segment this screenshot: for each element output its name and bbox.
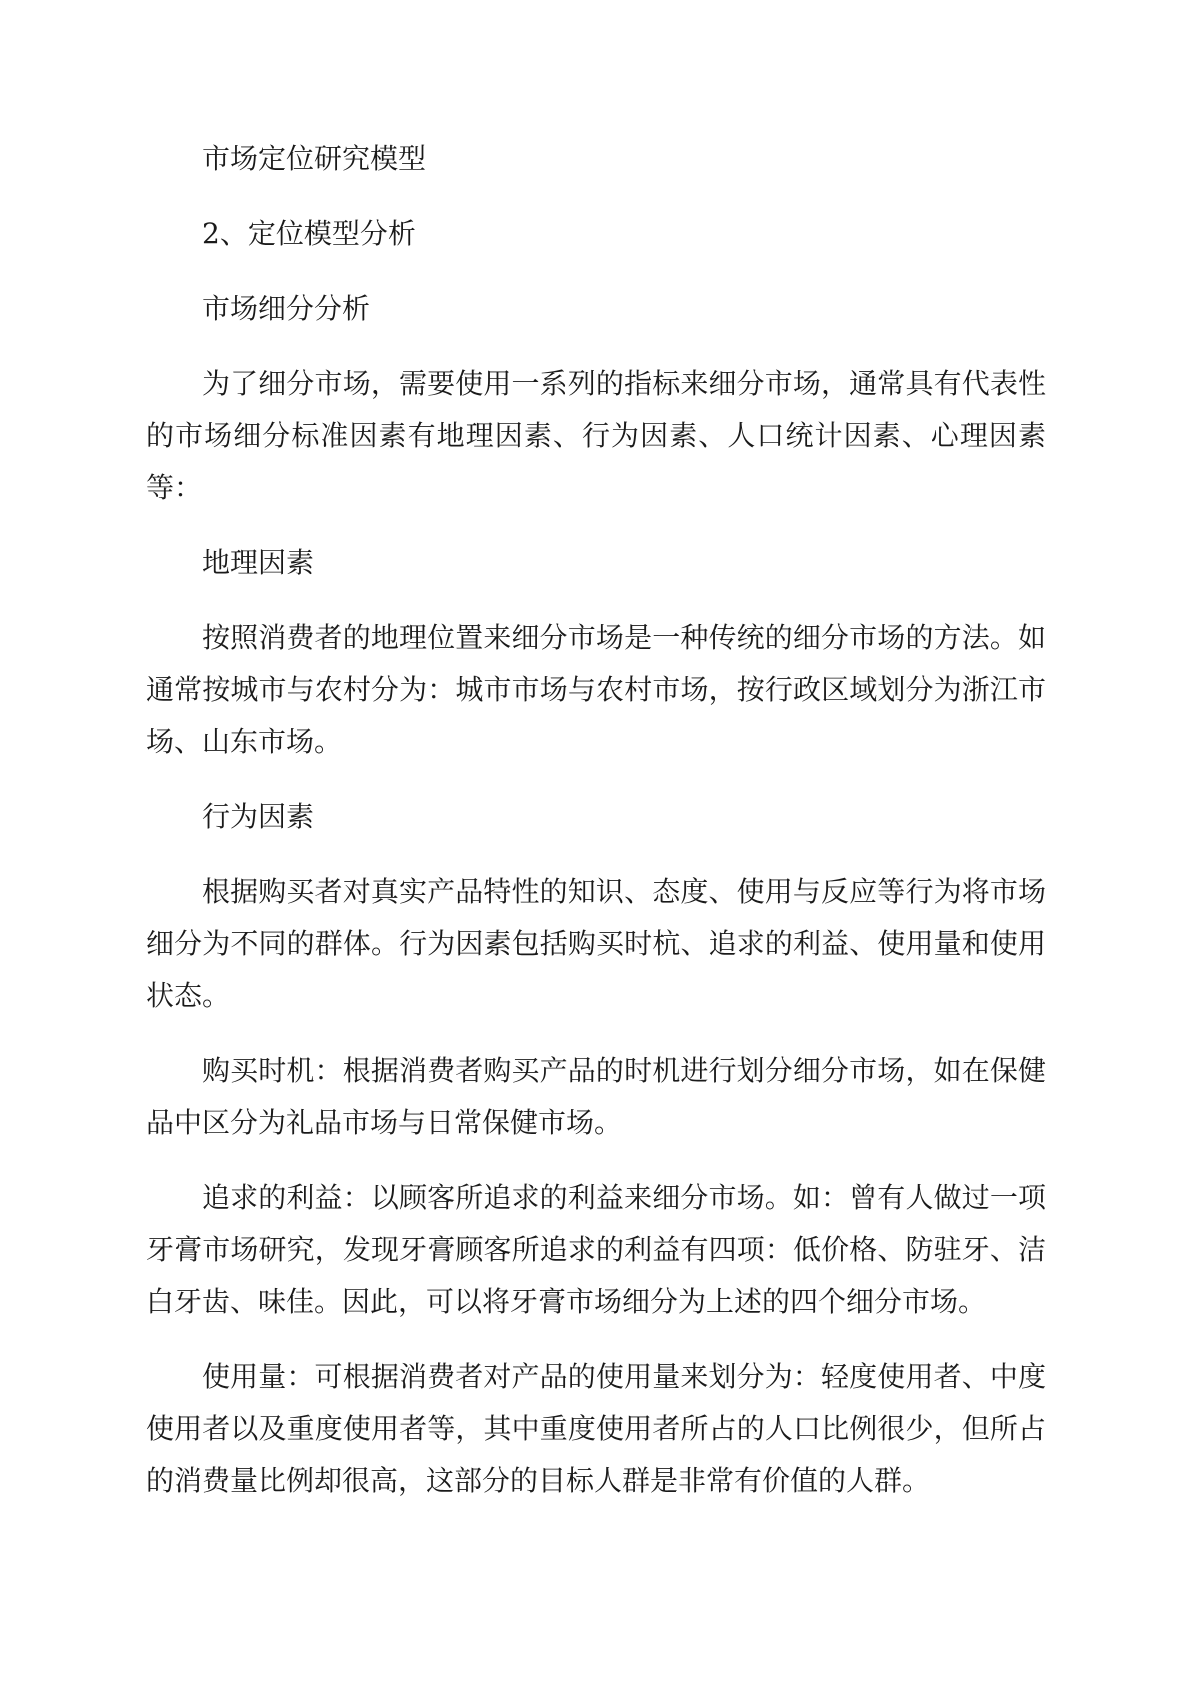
paragraph-usage-rate: 使用量：可根据消费者对产品的使用量来划分为：轻度使用者、中度使用者以及重度使用者等，其中重度使用者所占的人口比例很少，但所占的消费量比例却很高，这部分的目标人群是非常有价值的人群。 <box>146 1360 1046 1497</box>
heading-geographic-factors: 地理因素 <box>202 546 315 579</box>
heading-model-analysis: 2、定位模型分析 <box>202 217 416 250</box>
heading-segmentation-analysis: 市场细分分析 <box>202 292 371 325</box>
document-body <box>146 133 1046 1530</box>
paragraph-segmentation-intro: 为了细分市场，需要使用一系列的指标来细分市场，通常具有代表性的市场细分标准因素有地理因素、行为因素、人口统计因素、心理因素等： <box>146 367 1046 504</box>
paragraph-behavioral-factors: 根据购买者对真实产品特性的知识、态度、使用与反应等行为将市场细分为不同的群体。行为因素包括购买时杭、追求的利益、使用量和使用状态。 <box>146 875 1046 1012</box>
heading-positioning-model: 市场定位研究模型 <box>202 142 427 175</box>
paragraph-purchase-timing: 购买时机：根据消费者购买产品的时机进行划分细分市场，如在保健品中区分为礼品市场与日常保健市场。 <box>146 1054 1046 1139</box>
paragraph-geographic-factors: 按照消费者的地理位置来细分市场是一种传统的细分市场的方法。如通常按城市与农村分为：城市市场与农村市场，按行政区域划分为浙江市场、山东市场。 <box>146 621 1046 758</box>
paragraph-benefits-sought: 追求的利益：以顾客所追求的利益来细分市场。如：曾有人做过一项牙膏市场研究，发现牙膏顾客所追求的利益有四项：低价格、防驻牙、洁白牙齿、味佳。因此，可以将牙膏市场细分为上述的四个细分市场。 <box>146 1181 1046 1318</box>
heading-behavioral-factors: 行为因素 <box>202 800 315 833</box>
